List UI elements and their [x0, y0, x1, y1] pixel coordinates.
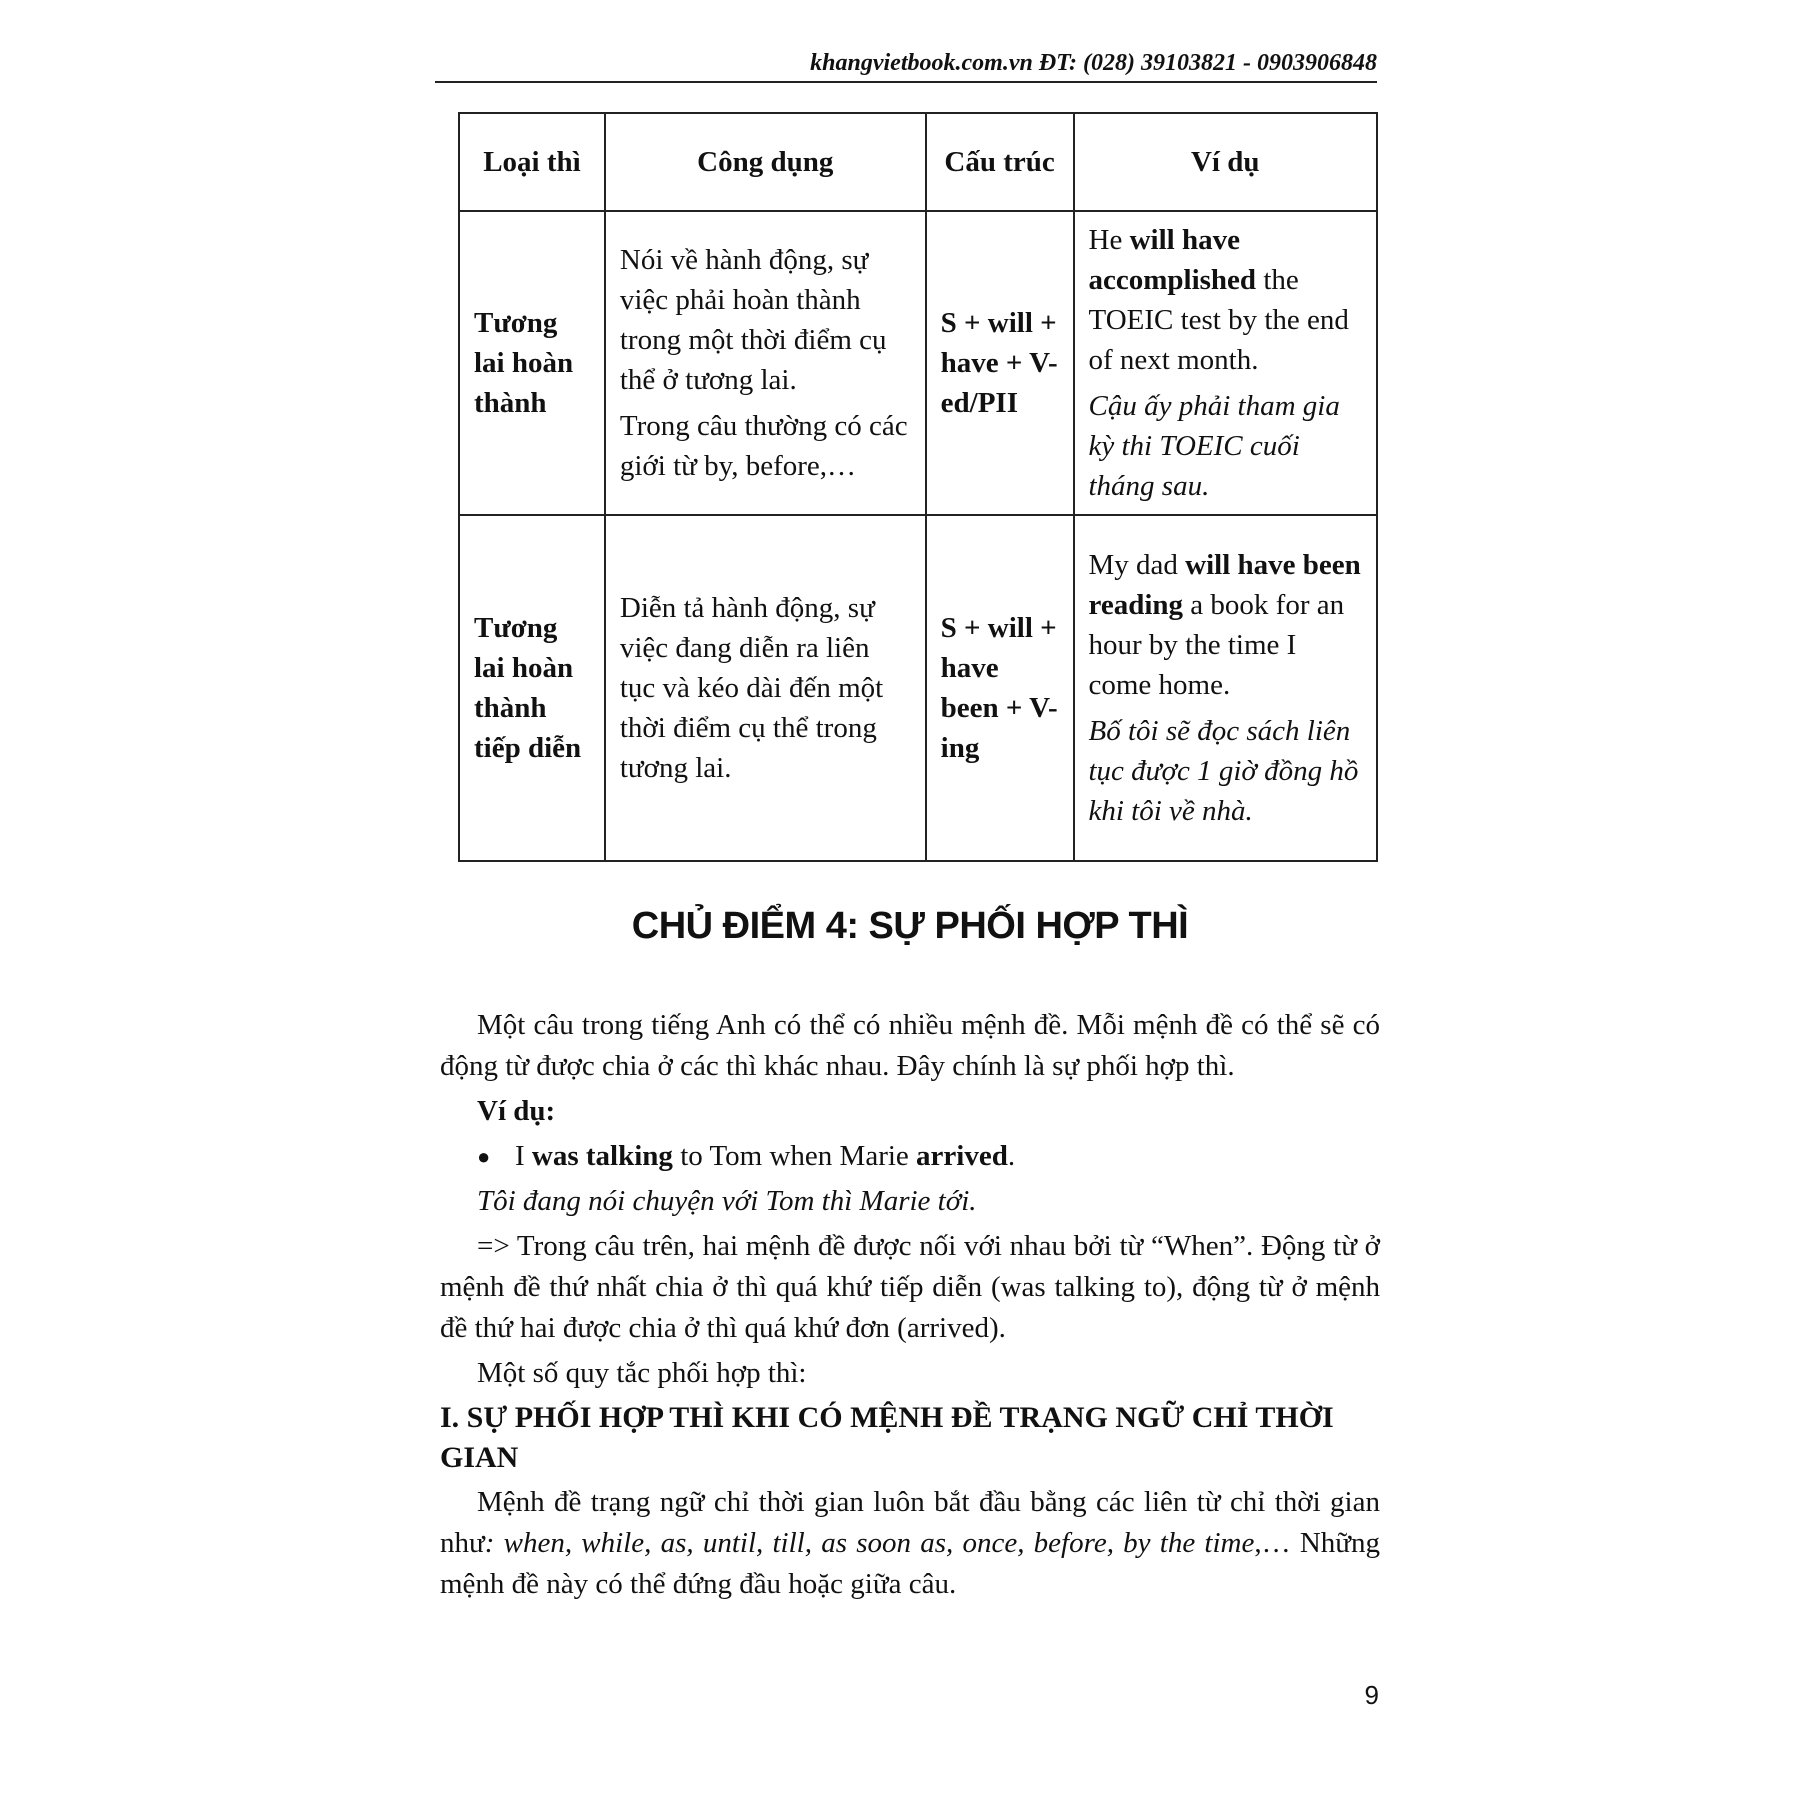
tense-name-cell: Tương lai hoàn thành [459, 211, 605, 515]
table-header-row [459, 113, 1377, 211]
conjunction-list: : when, while, as, until, till, as soon as, once, before, by the time [484, 1527, 1255, 1559]
table-row [459, 211, 1377, 515]
usage-text: Trong câu thường có các giới từ by, before,… [619, 410, 908, 482]
example-sentence [1089, 220, 1363, 380]
example-text: to Tom when Marie [672, 1140, 917, 1172]
example-text: My dad [1088, 549, 1186, 581]
example-text: He [1088, 224, 1130, 256]
example-translation: Tôi đang nói chuyện với Tom thì Marie tới. [477, 1185, 977, 1217]
example-text: . [1007, 1140, 1016, 1172]
bullet-icon: ● [477, 1144, 491, 1169]
usage-cell [605, 211, 926, 515]
usage-text: Nói về hành động, sự việc phải hoàn thành trong một thời điểm cụ thể ở tương lai. [619, 244, 887, 396]
example-verb: arrived [916, 1140, 1008, 1172]
example-verb: will have accomplished [1088, 224, 1257, 296]
example-text: the TOEIC test by the end of next month. [1088, 264, 1349, 376]
page-header: khangvietbook.com.vn ĐT: (028) 39103821 - 0903906848 [435, 50, 1377, 83]
paragraph-text: Mệnh đề trạng ngữ chỉ thời gian luôn bắt đầu bằng các liên từ chỉ thời gian như [440, 1486, 1380, 1559]
paragraph-text: ,… Những mệnh đề này có thể đứng đầu hoặc giữa câu. [440, 1527, 1380, 1600]
page-number: 9 [1364, 1680, 1379, 1710]
example-bullet [477, 1136, 1380, 1177]
usage-cell [605, 515, 926, 861]
table-header-cell: Ví dụ [1074, 113, 1378, 211]
tense-name-cell: Tương lai hoàn thành tiếp diễn [459, 515, 605, 861]
table-header-cell: Loại thì [459, 113, 605, 211]
table-header-cell: Cấu trúc [926, 113, 1074, 211]
conjunction-paragraph [440, 1482, 1380, 1605]
usage-text: Diễn tả hành động, sự việc đang diễn ra liên tục và kéo dài đến một thời điểm cụ thể trong tương lai. [619, 592, 884, 784]
subsection-heading: I. SỰ PHỐI HỢP THÌ KHI CÓ MỆNH ĐỀ TRẠNG NGỮ CHỈ THỜI GIAN [440, 1401, 1334, 1474]
structure-cell: S + will + have + V-ed/PII [926, 211, 1074, 515]
example-translation: Bố tôi sẽ đọc sách liên tục được 1 giờ đồng hồ khi tôi về nhà. [1088, 715, 1359, 827]
rules-intro: Một số quy tắc phối hợp thì: [477, 1357, 807, 1389]
section-title: CHỦ ĐIỂM 4: SỰ PHỐI HỢP THÌ [631, 905, 1189, 947]
example-cell [1074, 211, 1378, 515]
example-verb: will have been reading [1088, 549, 1361, 621]
example-sentence [1089, 545, 1363, 705]
table-row [459, 515, 1377, 861]
section-body [440, 1005, 1380, 1609]
example-sentence [515, 1136, 1015, 1177]
example-cell [1074, 515, 1378, 861]
tense-table [458, 112, 1378, 862]
table-header-cell: Công dụng [605, 113, 926, 211]
example-text: I [515, 1140, 532, 1172]
example-verb: was talking [531, 1140, 673, 1172]
intro-paragraph: Một câu trong tiếng Anh có thể có nhiều mệnh đề. Mỗi mệnh đề có thể sẽ có động từ được chia ở các thì khác nhau. Đây chính là sự phối hợp thì. [440, 1009, 1380, 1082]
example-translation: Cậu ấy phải tham gia kỳ thi TOEIC cuối tháng sau. [1088, 390, 1340, 502]
example-label: Ví dụ: [477, 1095, 556, 1127]
example-text: a book for an hour by the time I come home. [1088, 589, 1345, 701]
structure-cell: S + will + have been + V-ing [926, 515, 1074, 861]
explanation-paragraph: => Trong câu trên, hai mệnh đề được nối với nhau bởi từ “When”. Động từ ở mệnh đề thứ nhất chia ở thì quá khứ tiếp diễn (was talking to), động từ ở mệnh đề thứ hai được chia ở thì quá khứ đơn (arrived). [440, 1230, 1380, 1344]
